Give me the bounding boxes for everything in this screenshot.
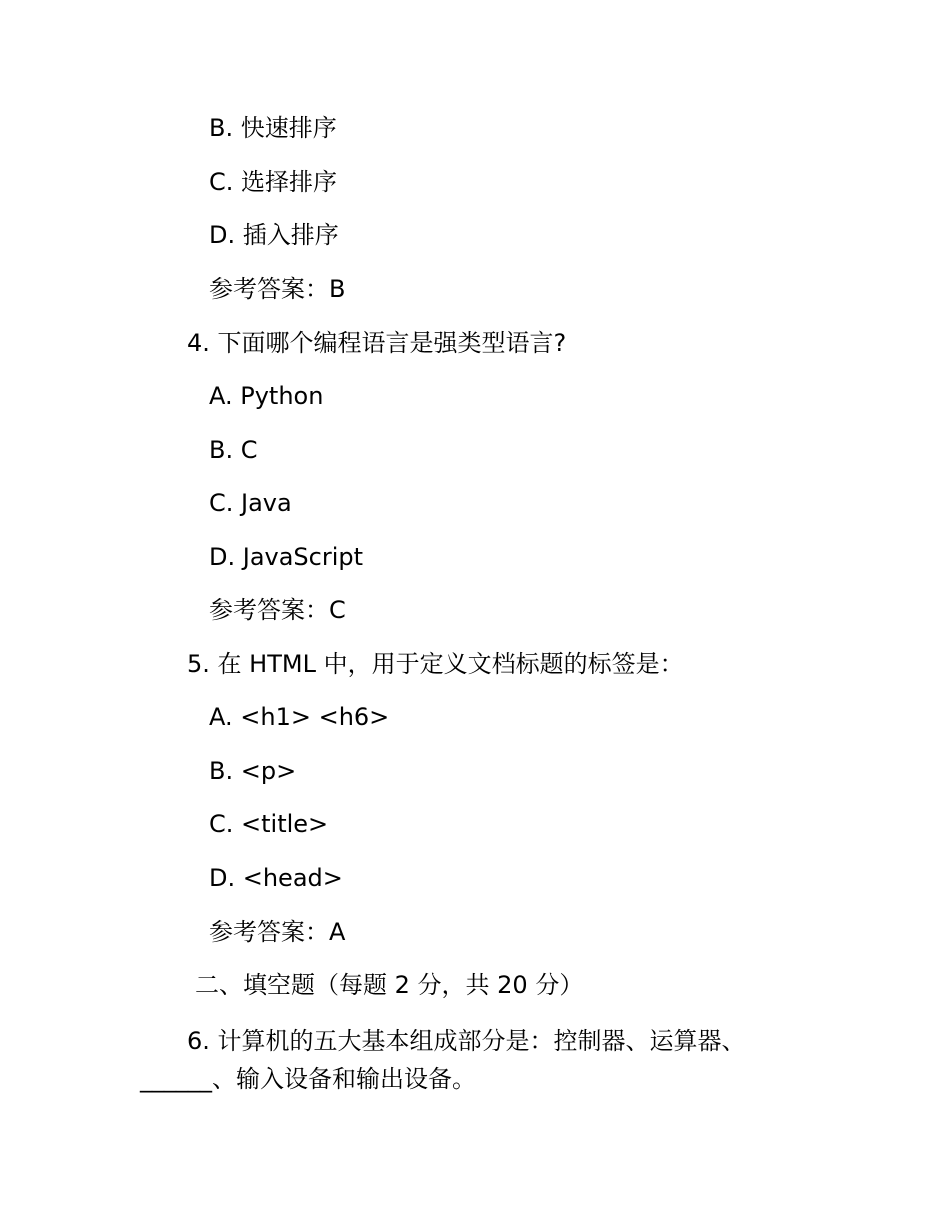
q5-option-a: A. <h1> <h6> — [209, 703, 390, 731]
q6-question: 6. 计算机的五大基本组成部分是：控制器、运算器、______、输入设备和输出设备。 — [140, 1027, 746, 1093]
q4-option-b: B. C — [209, 436, 258, 464]
q5-option-c: C. <title> — [209, 810, 329, 838]
q3-answer: 参考答案：B — [209, 275, 346, 303]
q4-option-a: A. Python — [209, 382, 324, 410]
q5-option-d: D. <head> — [209, 864, 343, 892]
q4-option-d: D. JavaScript — [209, 543, 364, 571]
q4-question: 4. 下面哪个编程语言是强类型语言? — [187, 329, 567, 357]
section-heading-fill-in: 二、填空题（每题 2 分，共 20 分） — [195, 971, 584, 999]
q5-answer: 参考答案：A — [209, 918, 346, 946]
q3-option-d: D. 插入排序 — [209, 221, 339, 249]
q4-option-c: C. Java — [209, 489, 292, 517]
q5-option-b: B. <p> — [209, 757, 297, 785]
q3-option-c: C. 选择排序 — [209, 168, 338, 196]
q5-question: 5. 在 HTML 中，用于定义文档标题的标签是： — [187, 650, 684, 678]
q3-option-b: B. 快速排序 — [209, 114, 337, 142]
q4-answer: 参考答案：C — [209, 596, 346, 624]
